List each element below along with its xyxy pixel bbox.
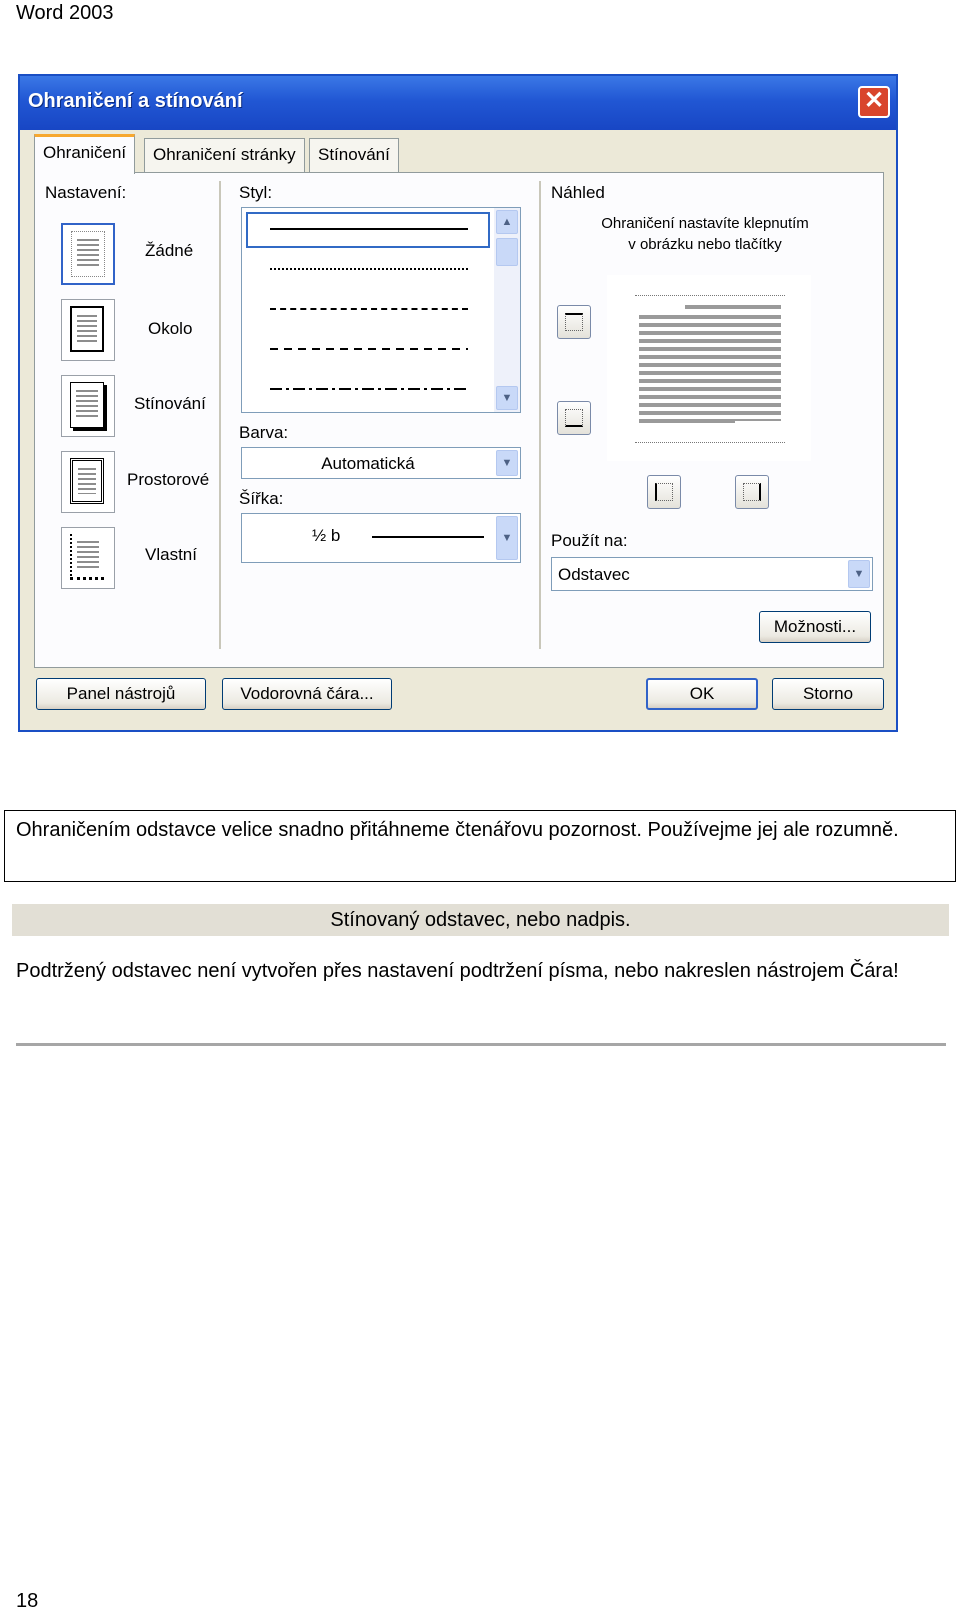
ok-button[interactable]: OK (646, 678, 758, 710)
tab-shading[interactable]: Stínování (309, 138, 399, 172)
bottom-border-button[interactable] (557, 401, 591, 435)
width-select[interactable] (241, 513, 521, 563)
settings-label: Nastavení: (45, 183, 127, 202)
close-icon[interactable]: ✕ (858, 86, 890, 118)
shaded-paragraph: Stínovaný odstavec, nebo nadpis. (12, 904, 949, 936)
left-border-button[interactable] (647, 475, 681, 509)
shadow-preview-icon (70, 382, 104, 428)
toolbar-button[interactable]: Panel nástrojů (36, 678, 206, 710)
color-select[interactable] (241, 447, 521, 479)
line-style-list[interactable] (241, 207, 521, 413)
setting-3d-label: Prostorové (127, 470, 210, 489)
box-preview-icon (70, 306, 104, 352)
preview-hint-line1: Ohraničení nastavíte klepnutím (601, 215, 809, 232)
setting-box-label: Okolo (148, 319, 193, 338)
custom-preview-icon (70, 534, 104, 580)
apply-to-select[interactable] (551, 557, 873, 591)
line-style-dash-dot[interactable] (270, 388, 468, 390)
apply-to-label: Použít na: (551, 531, 628, 550)
borders-shading-dialog (18, 74, 898, 732)
underlined-paragraph: Podtržený odstavec není vytvořen přes nastavení podtržení písma, nebo nakreslen nástrojem Čára! (16, 960, 899, 982)
scroll-thumb[interactable] (496, 238, 518, 266)
document-header: Word 2003 (16, 2, 114, 24)
cancel-button[interactable]: Storno (772, 678, 884, 710)
separator (219, 181, 221, 649)
line-style-dotted[interactable] (270, 268, 468, 270)
width-value: ½ b (312, 526, 341, 545)
chevron-down-icon[interactable]: ▼ (496, 516, 518, 560)
line-style-dashed-small[interactable] (270, 308, 468, 310)
setting-3d-button[interactable] (61, 451, 115, 513)
dialog-titlebar (20, 76, 896, 130)
setting-none-label: Žádné (145, 241, 194, 260)
setting-custom-label: Vlastní (145, 545, 197, 564)
width-line-sample (372, 536, 484, 538)
top-border-button[interactable] (557, 305, 591, 339)
preview-label: Náhled (551, 183, 605, 202)
dialog-title: Ohraničení a stínování (28, 90, 243, 112)
none-preview-icon (71, 231, 105, 277)
line-style-dashed[interactable] (270, 348, 468, 350)
style-label: Styl: (239, 183, 273, 202)
preview-hint-line2: v obrázku nebo tlačítky (628, 236, 782, 253)
setting-box-button[interactable] (61, 299, 115, 361)
tab-borders[interactable]: Ohraničení (34, 134, 135, 174)
page-number: 18 (16, 1590, 39, 1612)
style-scrollbar[interactable] (494, 208, 520, 412)
right-border-button[interactable] (735, 475, 769, 509)
width-label: Šířka: (239, 489, 284, 508)
preview-area[interactable] (607, 275, 811, 461)
tab-panel (34, 172, 884, 668)
preview-line (685, 305, 781, 309)
color-value: Automatická (321, 454, 415, 473)
chevron-up-icon[interactable]: ▲ (496, 210, 518, 234)
setting-shadow-button[interactable] (61, 375, 115, 437)
setting-shadow-label: Stínování (134, 394, 206, 413)
preview-line (639, 419, 735, 423)
color-label: Barva: (239, 423, 289, 442)
line-style-solid[interactable] (270, 228, 468, 230)
chevron-down-icon[interactable]: ▼ (848, 560, 870, 588)
bordered-paragraph: Ohraničením odstavce velice snadno přitáhneme čtenářovu pozornost. Používejme jej ale rozumně. (4, 810, 956, 882)
setting-custom-button[interactable] (61, 527, 115, 589)
apply-to-value: Odstavec (558, 565, 630, 584)
3d-preview-icon (70, 458, 104, 504)
separator (539, 181, 541, 649)
preview-hint (555, 213, 855, 255)
chevron-down-icon[interactable]: ▼ (496, 386, 518, 410)
tab-page-border[interactable]: Ohraničení stránky (144, 138, 305, 172)
horizontal-line-button[interactable]: Vodorovná čára... (222, 678, 392, 710)
paragraph-bottom-border (16, 1043, 946, 1046)
options-button[interactable]: Možnosti... (759, 611, 871, 643)
line-style-selected[interactable] (246, 212, 490, 248)
chevron-down-icon[interactable]: ▼ (496, 450, 518, 476)
setting-none-button[interactable] (61, 223, 115, 285)
preview-lines (639, 315, 781, 421)
